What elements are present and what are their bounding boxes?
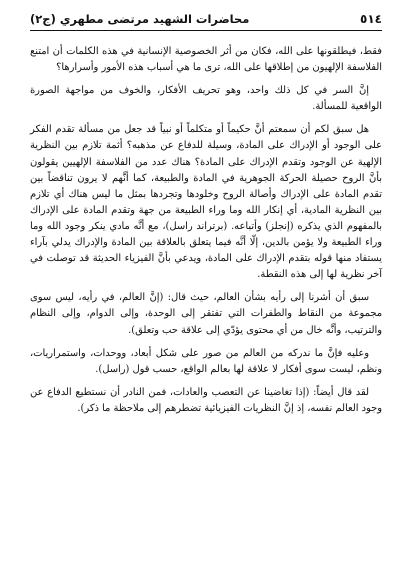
page-header (30, 8, 382, 31)
paragraph-5: وعليه فإنَّ ما ندركه من العالم من صور على شكل أبعاد، ووحدات، واستمراريات، ونظم، ليست سوى أفكار لا علاقة لها بعالم الواقع، حسب قول (راسل). (30, 347, 382, 375)
paragraph-3: هل سبق لكم أن سمعتم أنَّ حكيماً أو متكلماً أو نبياً قد جعل من مسألة تقدم الفكر على الوجود أو الإدراك على المادة، وسيلة للدفاع عن مذهبه؟ أثمة تلازم بين النظرية الإلهية عن الوجود وتقدم الإدراك على المادة؟ هناك عدد من الفلاسفة الإلهيين يقولون بأنَّ الروح حصيلة الحركة الجوهرية في المادة والطبيعة، كما أنَّهم لا يرون تناقضاً بين تقدم المادة على الإدراك وأصالة الروح وخلودها وتجردها بمثل ما ليس هناك أي تلازم بين النظرية المادية، أي إنكار الله وما وراء الطبيعة من جهة وتقدم المادة على الإدراك بالمفهوم الذي يذكره (إنجلز) وأتباعه. (برتراند راسل)، مع أنَّه مادي ينكر وجود الله وما وراء الطبيعة ولا يؤمن بالدين، إلّا أنَّه فيما يتعلق بالعلاقة بين المادة والإدراك يدلي بآراء يستفاد منها قوله بتقدم الإدراك على المادة، ويدعي بأنَّ الفيزياء الحديثة قد توصلت في آخر نظرية لها إلى هذه النقطة. (30, 124, 382, 281)
paragraph-2: إنَّ السر في كل ذلك واحد، وهو تحريف الأفكار، والخوف من مواجهة الصورة الواقعية للمسألة. (30, 85, 382, 113)
page-number: ٥١٤ (360, 12, 382, 26)
paragraph-6: لقد قال أيضاً: (إذا تغاضينا عن التعصب والعادات، فمن النادر أن نستطيع الدفاع عن وجود العالم نفسه، إذ إنَّ النظريات الفيزيائية تضطرهم إلى ملاحظة ما ذكر). (30, 386, 382, 414)
paragraph-1: فقط، فيطلقونها على الله، فكان من أثر الخصوصية الإنسانية في هذه الكلمات أن امتنع الفلاسفة الإلهيون من إطلاقها على الله، ترى ما هي أسباب هذه الأمور وأسرارها؟ (30, 46, 382, 74)
paragraph-4: سبق أن أشرنا إلى رأيه بشأن العالم، حيث قال: (إنَّ العالم، في رأيه، ليس سوى مجموعة من النقاط والطفرات التي تفتقر إلى الوحدة، وإلى الدوام، وإلى النظام والترتيب، وأنَّه خال من أي محتوى يؤدّي إلى علاقة حب وتعلق). (30, 292, 382, 336)
running-title: محاضرات الشهيد مرتضى مطهري (ج٢) (30, 12, 250, 26)
page-body (30, 44, 382, 417)
